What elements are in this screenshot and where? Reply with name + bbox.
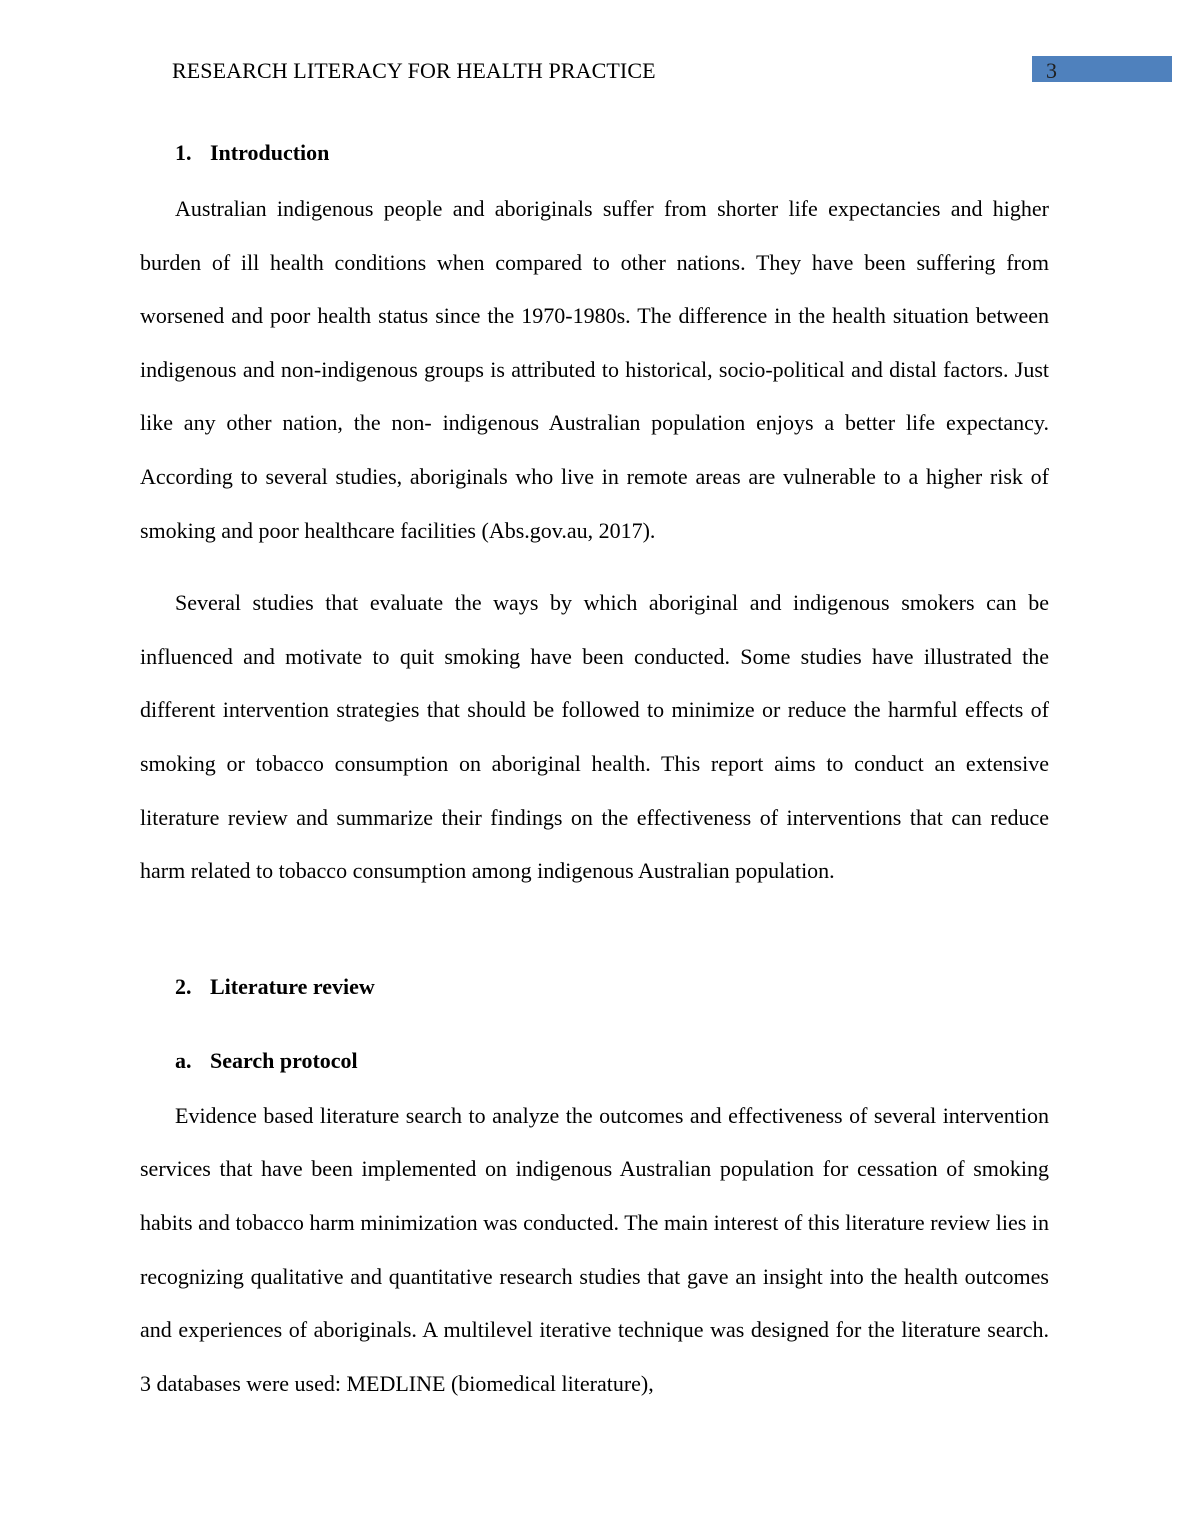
paragraph: Australian indigenous people and aboriginals suffer from shorter life expectancies and higher burden of ill health conditions when compared to other nations. They have been suffering from worsened and poor health status since the 1970-1980s. The difference in the health situation between indigenous and non-indigenous groups is attributed to historical, socio-political and distal factors. Just like any other nation, the non- indigenous Australian population enjoys a better life expectancy. According to several studies, aboriginals who live in remote areas are vulnerable to a higher risk of smoking and poor healthcare facilities (Abs.gov.au, 2017).	[140, 196, 1049, 543]
section-heading-introduction	[140, 138, 1049, 168]
paragraph: Several studies that evaluate the ways by which aboriginal and indigenous smokers can be influenced and motivate to quit smoking have been conducted. Some studies have illustrated the different intervention strategies that should be followed to minimize or reduce the harmful effects of smoking or tobacco consumption on aboriginal health. This report aims to conduct an extensive literature review and summarize their findings on the effectiveness of interventions that can reduce harm related to tobacco consumption among indigenous Australian population.	[140, 590, 1049, 884]
page-number-box	[1032, 56, 1172, 82]
page-number: 3	[1046, 58, 1057, 83]
section-number: 1.	[175, 140, 192, 165]
paragraph: Evidence based literature search to analyze the outcomes and effectiveness of several intervention services that have been implemented on indigenous Australian population for cessation of smoking habits and tobacco harm minimization was conducted. The main interest of this literature review lies in recognizing qualitative and quantitative research studies that gave an insight into the health outcomes and experiences of aboriginals. A multilevel iterative technique was designed for the literature search. 3 databases were used: MEDLINE (biomedical literature),	[140, 1102, 1049, 1396]
subsection-letter: a.	[175, 1047, 192, 1073]
section-heading-literature-review	[140, 972, 1049, 1002]
subsection-title: Search protocol	[210, 1047, 358, 1073]
document-body	[140, 138, 1049, 1410]
subsection-heading-search-protocol	[140, 1046, 1049, 1076]
section-number: 2.	[175, 973, 192, 999]
section-title: Literature review	[210, 973, 375, 999]
running-head: RESEARCH LITERACY FOR HEALTH PRACTICE	[172, 58, 656, 83]
section-title: Introduction	[210, 140, 330, 165]
page-header	[172, 56, 1172, 82]
